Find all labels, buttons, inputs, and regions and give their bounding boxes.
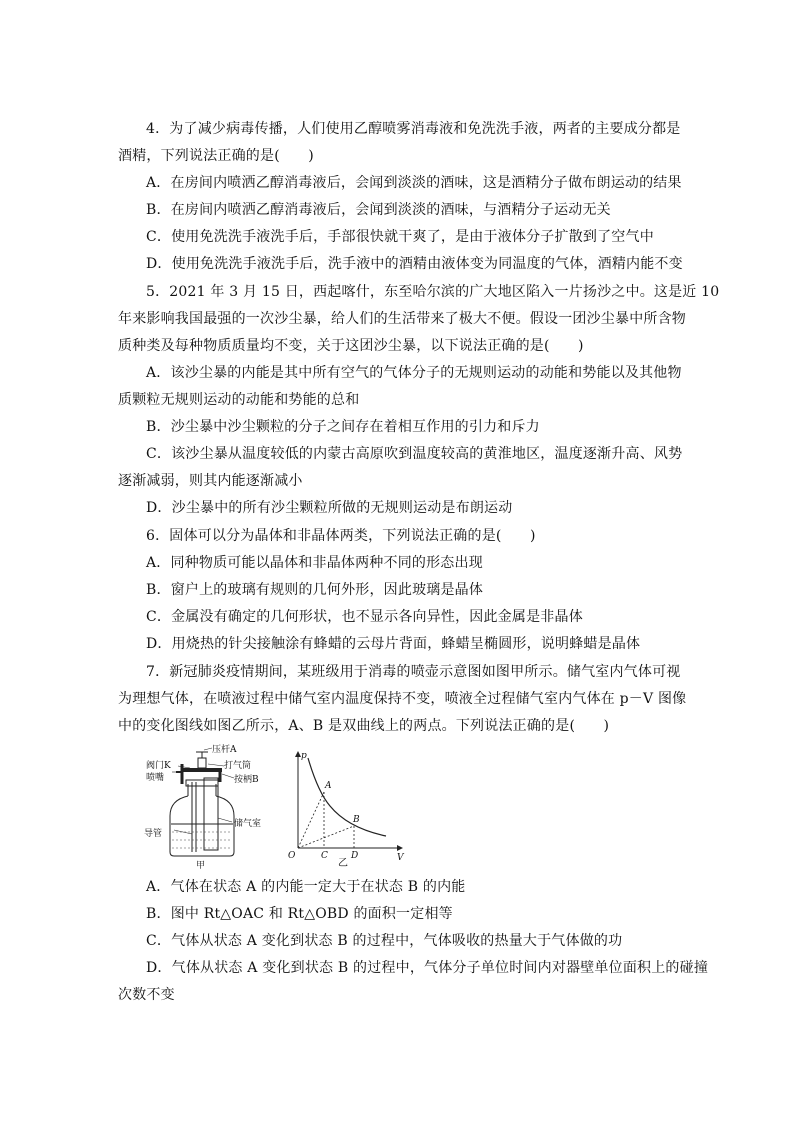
option-b: B．在房间内喷洒乙醇消毒液后，会闻到淡淡的酒味，与酒精分子运动无关: [146, 202, 611, 218]
option-d: D．用烧热的针尖接触涂有蜂蜡的云母片背面，蜂蜡呈椭圆形，说明蜂蜡是晶体: [146, 636, 641, 652]
option-d: D．气体从状态 A 变化到状态 B 的过程中，气体分子单位时间内对器壁单位面积上的碰撞: [146, 960, 709, 976]
question-stem-line: 5．2021 年 3 月 15 日，西起喀什，东至哈尔滨的广大地区陷入一片扬沙之中。这是近 10: [146, 284, 720, 300]
option-c: C．该沙尘暴从温度较低的内蒙古高原吹到温度较高的黄淮地区，温度逐渐升高、风势: [146, 446, 683, 462]
question-stem-line: 中的变化图线如图乙所示，A、B 是双曲线上的两点。下列说法正确的是( ): [118, 718, 610, 734]
option-b: B．图中 Rt△OAC 和 Rt△OBD 的面积一定相等: [146, 906, 453, 922]
question-stem-line: 7．新冠肺炎疫情期间，某班级用于消毒的喷壶示意图如图甲所示。储气室内气体可视: [146, 664, 681, 680]
option-d: D．使用免洗洗手液洗手后，洗手液中的酒精由液体变为同温度的气体，酒精内能不变: [146, 256, 683, 272]
option-a: A．气体在状态 A 的内能一定大于在状态 B 的内能: [146, 879, 466, 895]
option-c-cont: 逐渐减弱，则其内能逐渐减小: [118, 473, 303, 489]
label-button: 按柄B: [234, 775, 259, 785]
question-stem-line: 酒精，下列说法正确的是( ): [118, 148, 314, 164]
label-pump: 打气筒: [224, 761, 252, 771]
figure-spray-bottle: [140, 744, 276, 870]
label-chamber: 储气室: [234, 819, 262, 829]
label-tube: 导管: [144, 829, 163, 839]
question-stem-line: 质种类及每种物质质量均不变，关于这团沙尘暴，以下说法正确的是( ): [118, 338, 584, 354]
option-a: A．在房间内喷洒乙醇消毒液后，会闻到淡淡的酒味，这是酒精分子做布朗运动的结果: [146, 175, 682, 191]
option-d-cont: 次数不变: [118, 987, 175, 1003]
label-valve: 阀门K: [146, 761, 171, 771]
label-nozzle: 喷嘴: [146, 773, 165, 783]
option-a-cont: 质颗粒无规则运动的动能和势能的总和: [118, 392, 360, 408]
option-a: A．该沙尘暴的内能是其中所有空气的气体分子的无规则运动的动能和势能以及其他物: [146, 365, 682, 381]
question-stem-line: 为理想气体，在喷液过程中储气室内温度保持不变，喷液全过程储气室内气体在 p－V 图像: [118, 691, 687, 707]
label-p-axis: p: [301, 751, 307, 761]
question-stem-line: 4．为了减少病毒传播，人们使用乙醇喷雾消毒液和免洗洗手液，两者的主要成分都是: [146, 121, 681, 137]
figure-caption-yi: 乙: [338, 858, 348, 869]
label-origin: O: [288, 851, 296, 861]
option-b: B．沙尘暴中沙尘颗粒的分子之间存在着相互作用的引力和斥力: [146, 419, 540, 435]
label-v-axis: V: [397, 853, 404, 863]
label-point-c: C: [321, 851, 328, 861]
option-a: A．同种物质可能以晶体和非晶体两种不同的形态出现: [146, 555, 483, 571]
option-d: D．沙尘暴中的所有沙尘颗粒所做的无规则运动是布朗运动: [146, 500, 513, 516]
question-stem-line: 6．固体可以分为晶体和非晶体两类，下列说法正确的是( ): [146, 528, 536, 544]
option-b: B．窗户上的玻璃有规则的几何外形，因此玻璃是晶体: [146, 582, 484, 598]
question-stem-line: 年来影响我国最强的一次沙尘暴，给人们的生活带来了极大不便。假设一团沙尘暴中所含物: [118, 311, 686, 327]
label-press-rod: 压杆A: [212, 745, 237, 755]
label-point-d: D: [351, 851, 359, 861]
label-point-a: A: [325, 781, 332, 791]
option-c: C．金属没有确定的几何形状，也不显示各向异性，因此金属是非晶体: [146, 609, 583, 625]
option-c: C．使用免洗洗手液洗手后，手部很快就干爽了，是由于液体分子扩散到了空气中: [146, 229, 654, 245]
figure-pv-graph: [284, 748, 408, 870]
label-point-b: B: [353, 815, 360, 825]
option-c: C．气体从状态 A 变化到状态 B 的过程中，气体吸收的热量大于气体做的功: [146, 933, 623, 949]
figure-caption-jia: 甲: [196, 861, 206, 870]
